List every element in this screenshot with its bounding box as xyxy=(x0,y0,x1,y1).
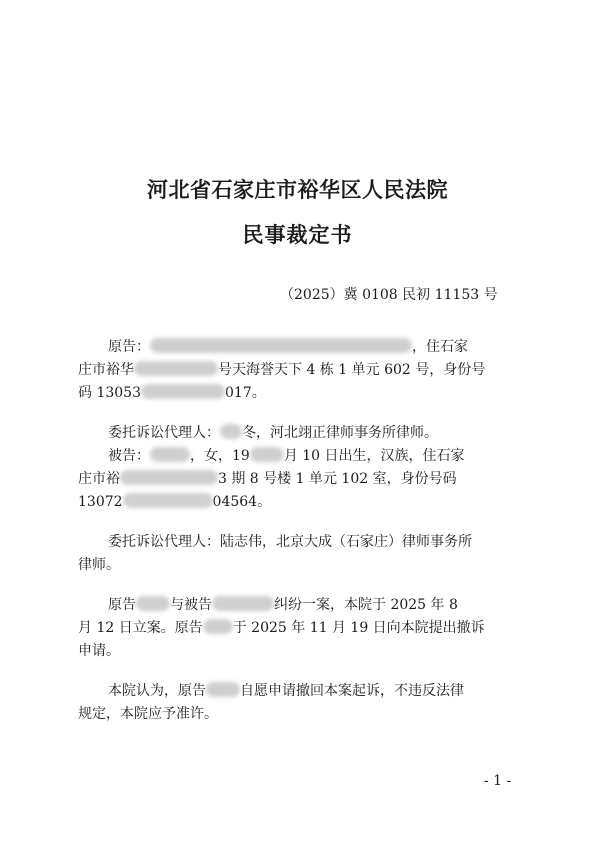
redaction-mark xyxy=(206,682,240,697)
redaction-mark xyxy=(120,470,218,485)
defendant-agent-line: 律师。 xyxy=(78,557,120,573)
defendant-address-part: 庄市裕 xyxy=(78,471,120,487)
redaction-mark xyxy=(141,384,225,399)
page-number: - 1 - xyxy=(484,773,512,789)
court-name: 河北省石家庄市裕华区人民法院 xyxy=(147,178,448,202)
case-number: （2025）冀 0108 民初 11153 号 xyxy=(280,287,498,303)
defendant-address-rest: 3 期 8 号楼 1 单元 102 室，身份号码 xyxy=(218,471,457,487)
plaintiff-id-suffix: 017。 xyxy=(225,385,266,401)
redaction-mark xyxy=(123,493,213,508)
agent-details: 冬，河北翊正律师事务所律师。 xyxy=(242,425,438,441)
redaction-mark xyxy=(134,361,218,376)
case-paragraph xyxy=(78,594,523,663)
defendant-birth-rest: 月 10 日出生，汉族，住石家 xyxy=(283,448,465,464)
plaintiff-address-part: 庄市裕华 xyxy=(78,362,134,378)
text-span: 于 2025 年 11 月 19 日向本院提出撤诉 xyxy=(232,620,485,636)
defendant-id-suffix: 04564。 xyxy=(212,494,272,510)
redaction-mark xyxy=(220,424,242,439)
text-span: 自愿申请撤回本案起诉，不违反法律 xyxy=(240,683,464,699)
text-span: 与被告 xyxy=(170,597,212,613)
redaction-mark xyxy=(250,447,284,462)
text-line: 申请。 xyxy=(78,643,120,659)
text-span: 原告 xyxy=(108,597,136,613)
document-type: 民事裁定书 xyxy=(242,223,353,247)
plaintiff-address-rest: 号天海誉天下 4 栋 1 单元 602 号，身份号 xyxy=(218,362,486,378)
defendant-gender-birth: ，女，19 xyxy=(190,448,250,464)
text-span: 本院认为，原告 xyxy=(108,683,206,699)
plaintiff-agent-paragraph xyxy=(78,422,523,445)
defendant-agent-line: 委托诉讼代理人：陆志伟，北京大成（石家庄）律师事务所 xyxy=(108,534,472,550)
defendant-label: 被告： xyxy=(108,448,150,464)
redaction-mark xyxy=(150,338,412,353)
defendant-id-prefix: 13072 xyxy=(78,494,123,510)
text-line: 规定，本院应予准许。 xyxy=(78,706,218,722)
plaintiff-label: 原告： xyxy=(108,339,150,355)
redaction-mark xyxy=(136,596,170,611)
plaintiff-address-start: ，住石家 xyxy=(412,339,468,355)
plaintiff-id-prefix: 码 13053 xyxy=(78,385,141,401)
text-span: 纠纷一案，本院于 2025 年 8 xyxy=(274,597,458,613)
agent-label: 委托诉讼代理人： xyxy=(108,425,220,441)
ruling-paragraph xyxy=(78,680,523,726)
defendant-paragraph xyxy=(78,445,523,514)
redaction-mark xyxy=(150,447,190,462)
redaction-mark xyxy=(212,596,274,611)
plaintiff-paragraph xyxy=(78,336,523,405)
defendant-agent-paragraph xyxy=(78,531,523,577)
redaction-mark xyxy=(203,619,233,634)
text-span: 月 12 日立案。原告 xyxy=(78,620,203,636)
